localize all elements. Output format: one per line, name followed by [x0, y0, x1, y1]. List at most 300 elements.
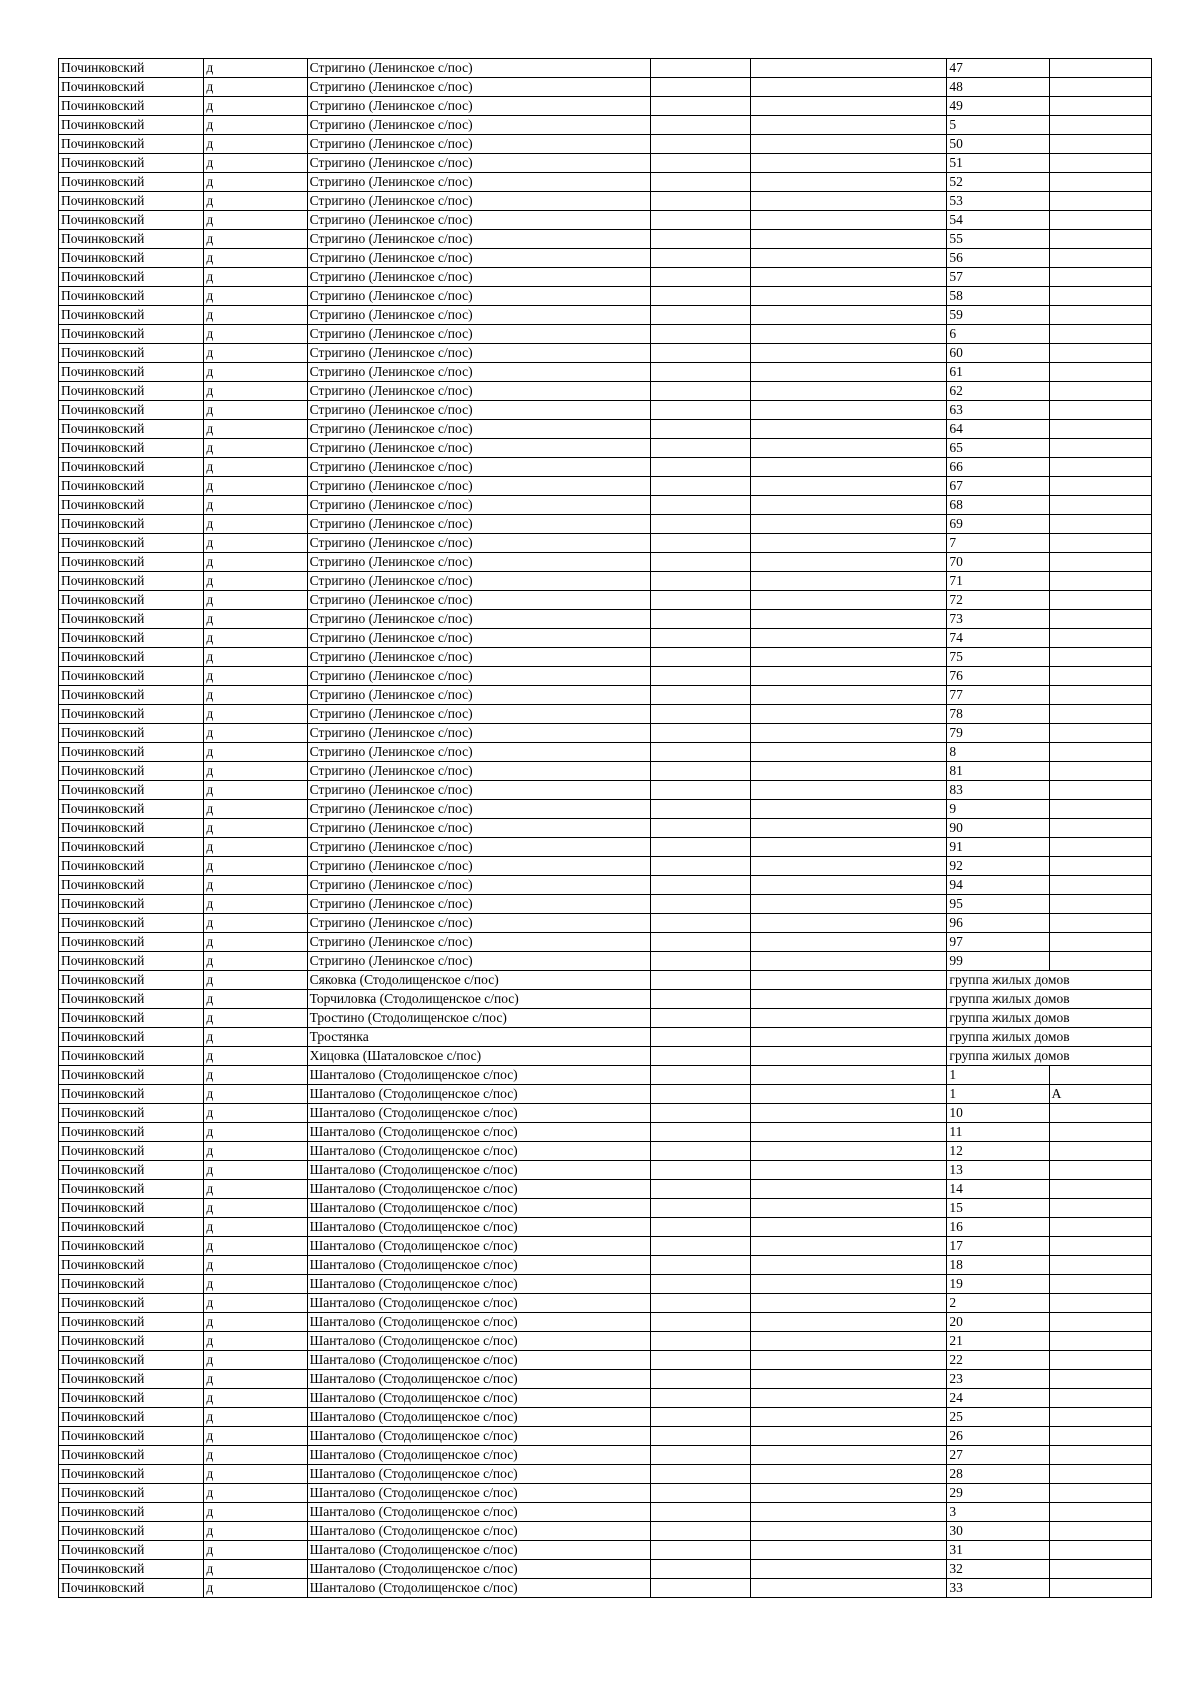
building-suffix-cell [1049, 1370, 1151, 1389]
settlement-type-cell: д [204, 724, 307, 743]
district-cell: Починковский [59, 838, 204, 857]
settlement-type-cell: д [204, 629, 307, 648]
settlement-name-cell: Стригино (Ленинское с/пос) [307, 705, 650, 724]
table-row [59, 173, 1152, 192]
street-cell [650, 952, 750, 971]
settlement-type-cell: д [204, 876, 307, 895]
building-suffix-cell [1049, 553, 1151, 572]
street-name-cell [750, 78, 947, 97]
settlement-name-cell: Стригино (Ленинское с/пос) [307, 268, 650, 287]
street-cell [650, 1009, 750, 1028]
settlement-name-cell: Стригино (Ленинское с/пос) [307, 762, 650, 781]
street-cell [650, 173, 750, 192]
street-cell [650, 515, 750, 534]
settlement-type-cell: д [204, 344, 307, 363]
settlement-type-cell: д [204, 1256, 307, 1275]
table-row [59, 1465, 1152, 1484]
house-number-cell: 92 [947, 857, 1049, 876]
district-cell: Починковский [59, 344, 204, 363]
table-row [59, 762, 1152, 781]
street-name-cell [750, 496, 947, 515]
street-cell [650, 838, 750, 857]
street-name-cell [750, 838, 947, 857]
district-cell: Починковский [59, 1370, 204, 1389]
building-suffix-cell [1049, 1484, 1151, 1503]
district-cell: Починковский [59, 420, 204, 439]
street-name-cell [750, 1522, 947, 1541]
street-cell [650, 629, 750, 648]
settlement-name-cell: Стригино (Ленинское с/пос) [307, 895, 650, 914]
settlement-name-cell: Шанталово (Стодолищенское с/пос) [307, 1104, 650, 1123]
table-row [59, 325, 1152, 344]
table-row [59, 306, 1152, 325]
settlement-type-cell: д [204, 515, 307, 534]
district-cell: Починковский [59, 819, 204, 838]
building-suffix-cell [1049, 572, 1151, 591]
house-number-cell: 96 [947, 914, 1049, 933]
table-row [59, 591, 1152, 610]
settlement-name-cell: Торчиловка (Стодолищенское с/пос) [307, 990, 650, 1009]
settlement-name-cell: Шанталово (Стодолищенское с/пос) [307, 1484, 650, 1503]
table-row [59, 1579, 1152, 1598]
street-name-cell [750, 952, 947, 971]
street-name-cell [750, 97, 947, 116]
house-number-cell: 26 [947, 1427, 1049, 1446]
building-suffix-cell [1049, 192, 1151, 211]
district-cell: Починковский [59, 1180, 204, 1199]
building-suffix-cell [1049, 743, 1151, 762]
district-cell: Починковский [59, 439, 204, 458]
house-number-cell: 30 [947, 1522, 1049, 1541]
settlement-type-cell: д [204, 116, 307, 135]
street-name-cell [750, 553, 947, 572]
building-suffix-cell [1049, 1294, 1151, 1313]
district-cell: Починковский [59, 895, 204, 914]
house-number-cell: 53 [947, 192, 1049, 211]
street-name-cell [750, 1142, 947, 1161]
settlement-name-cell: Стригино (Ленинское с/пос) [307, 173, 650, 192]
table-row [59, 1332, 1152, 1351]
house-number-cell: группа жилых домов [947, 990, 1152, 1009]
settlement-name-cell: Шанталово (Стодолищенское с/пос) [307, 1522, 650, 1541]
street-cell [650, 325, 750, 344]
district-cell: Починковский [59, 629, 204, 648]
table-row [59, 1256, 1152, 1275]
district-cell: Починковский [59, 724, 204, 743]
street-cell [650, 572, 750, 591]
settlement-name-cell: Стригино (Ленинское с/пос) [307, 59, 650, 78]
street-name-cell [750, 629, 947, 648]
table-row [59, 458, 1152, 477]
street-name-cell [750, 1085, 947, 1104]
district-cell: Починковский [59, 1009, 204, 1028]
street-cell [650, 97, 750, 116]
settlement-name-cell: Шанталово (Стодолищенское с/пос) [307, 1560, 650, 1579]
district-cell: Починковский [59, 1465, 204, 1484]
table-row [59, 420, 1152, 439]
street-name-cell [750, 1484, 947, 1503]
table-row [59, 914, 1152, 933]
district-cell: Починковский [59, 1332, 204, 1351]
settlement-type-cell: д [204, 572, 307, 591]
settlement-name-cell: Шанталово (Стодолищенское с/пос) [307, 1085, 650, 1104]
street-name-cell [750, 154, 947, 173]
district-cell: Починковский [59, 78, 204, 97]
building-suffix-cell [1049, 439, 1151, 458]
street-name-cell [750, 895, 947, 914]
settlement-name-cell: Стригино (Ленинское с/пос) [307, 325, 650, 344]
settlement-type-cell: д [204, 1085, 307, 1104]
district-cell: Починковский [59, 401, 204, 420]
settlement-type-cell: д [204, 154, 307, 173]
house-number-cell: 68 [947, 496, 1049, 515]
settlement-name-cell: Стригино (Ленинское с/пос) [307, 249, 650, 268]
settlement-name-cell: Стригино (Ленинское с/пос) [307, 230, 650, 249]
building-suffix-cell [1049, 952, 1151, 971]
building-suffix-cell [1049, 1332, 1151, 1351]
building-suffix-cell [1049, 230, 1151, 249]
street-name-cell [750, 705, 947, 724]
table-row [59, 990, 1152, 1009]
settlement-type-cell: д [204, 705, 307, 724]
settlement-type-cell: д [204, 1522, 307, 1541]
settlement-name-cell: Стригино (Ленинское с/пос) [307, 686, 650, 705]
settlement-type-cell: д [204, 1294, 307, 1313]
street-name-cell [750, 1066, 947, 1085]
street-name-cell [750, 306, 947, 325]
district-cell: Починковский [59, 515, 204, 534]
district-cell: Починковский [59, 591, 204, 610]
house-number-cell: 7 [947, 534, 1049, 553]
street-cell [650, 1218, 750, 1237]
table-row [59, 1427, 1152, 1446]
settlement-type-cell: д [204, 211, 307, 230]
house-number-cell: 29 [947, 1484, 1049, 1503]
street-name-cell [750, 1047, 947, 1066]
building-suffix-cell [1049, 610, 1151, 629]
house-number-cell: 49 [947, 97, 1049, 116]
street-name-cell [750, 648, 947, 667]
house-number-cell: 15 [947, 1199, 1049, 1218]
settlement-type-cell: д [204, 1351, 307, 1370]
district-cell: Починковский [59, 1199, 204, 1218]
street-name-cell [750, 686, 947, 705]
building-suffix-cell [1049, 534, 1151, 553]
settlement-type-cell: д [204, 59, 307, 78]
settlement-name-cell: Шанталово (Стодолищенское с/пос) [307, 1503, 650, 1522]
house-number-cell: 78 [947, 705, 1049, 724]
district-cell: Починковский [59, 990, 204, 1009]
street-cell [650, 876, 750, 895]
building-suffix-cell [1049, 1104, 1151, 1123]
street-name-cell [750, 1104, 947, 1123]
house-number-cell: 97 [947, 933, 1049, 952]
district-cell: Починковский [59, 1028, 204, 1047]
district-cell: Починковский [59, 154, 204, 173]
settlement-name-cell: Стригино (Ленинское с/пос) [307, 610, 650, 629]
house-number-cell: 67 [947, 477, 1049, 496]
street-name-cell [750, 1294, 947, 1313]
street-name-cell [750, 382, 947, 401]
street-cell [650, 1313, 750, 1332]
settlement-name-cell: Стригино (Ленинское с/пос) [307, 534, 650, 553]
house-number-cell: 71 [947, 572, 1049, 591]
street-cell [650, 268, 750, 287]
district-cell: Починковский [59, 553, 204, 572]
street-name-cell [750, 667, 947, 686]
street-name-cell [750, 724, 947, 743]
settlement-type-cell: д [204, 800, 307, 819]
settlement-type-cell: д [204, 1446, 307, 1465]
house-number-cell: 65 [947, 439, 1049, 458]
street-name-cell [750, 420, 947, 439]
house-number-cell: 99 [947, 952, 1049, 971]
district-cell: Починковский [59, 1218, 204, 1237]
settlement-type-cell: д [204, 1028, 307, 1047]
table-row [59, 230, 1152, 249]
settlement-name-cell: Шанталово (Стодолищенское с/пос) [307, 1389, 650, 1408]
settlement-type-cell: д [204, 1503, 307, 1522]
table-row [59, 1503, 1152, 1522]
settlement-name-cell: Сяковка (Стодолищенское с/пос) [307, 971, 650, 990]
house-number-cell: 2 [947, 1294, 1049, 1313]
settlement-name-cell: Шанталово (Стодолищенское с/пос) [307, 1294, 650, 1313]
table-row [59, 1408, 1152, 1427]
street-cell [650, 705, 750, 724]
street-name-cell [750, 1465, 947, 1484]
building-suffix-cell [1049, 1427, 1151, 1446]
settlement-type-cell: д [204, 420, 307, 439]
settlement-name-cell: Шанталово (Стодолищенское с/пос) [307, 1313, 650, 1332]
house-number-cell: 6 [947, 325, 1049, 344]
house-number-cell: 58 [947, 287, 1049, 306]
street-cell [650, 857, 750, 876]
house-number-cell: 22 [947, 1351, 1049, 1370]
house-number-cell: группа жилых домов [947, 1047, 1152, 1066]
house-number-cell: 72 [947, 591, 1049, 610]
settlement-type-cell: д [204, 933, 307, 952]
table-row [59, 1541, 1152, 1560]
district-cell: Починковский [59, 1256, 204, 1275]
street-cell [650, 287, 750, 306]
settlement-name-cell: Шанталово (Стодолищенское с/пос) [307, 1218, 650, 1237]
district-cell: Починковский [59, 1579, 204, 1598]
settlement-type-cell: д [204, 686, 307, 705]
street-name-cell [750, 1389, 947, 1408]
street-cell [650, 591, 750, 610]
house-number-cell: 19 [947, 1275, 1049, 1294]
building-suffix-cell [1049, 1275, 1151, 1294]
settlement-type-cell: д [204, 97, 307, 116]
district-cell: Починковский [59, 705, 204, 724]
building-suffix-cell [1049, 1313, 1151, 1332]
settlement-name-cell: Шанталово (Стодолищенское с/пос) [307, 1199, 650, 1218]
street-name-cell [750, 1313, 947, 1332]
table-row [59, 971, 1152, 990]
table-row [59, 287, 1152, 306]
house-number-cell: 76 [947, 667, 1049, 686]
street-cell [650, 781, 750, 800]
street-cell [650, 401, 750, 420]
street-name-cell [750, 1275, 947, 1294]
settlement-name-cell: Шанталово (Стодолищенское с/пос) [307, 1275, 650, 1294]
settlement-type-cell: д [204, 1332, 307, 1351]
district-cell: Починковский [59, 287, 204, 306]
district-cell: Починковский [59, 1484, 204, 1503]
street-cell [650, 1560, 750, 1579]
street-name-cell [750, 857, 947, 876]
street-name-cell [750, 572, 947, 591]
table-row [59, 1085, 1152, 1104]
street-cell [650, 648, 750, 667]
building-suffix-cell [1049, 1066, 1151, 1085]
street-name-cell [750, 1560, 947, 1579]
table-row [59, 800, 1152, 819]
settlement-name-cell: Стригино (Ленинское с/пос) [307, 857, 650, 876]
street-cell [650, 1275, 750, 1294]
table-row [59, 895, 1152, 914]
settlement-name-cell: Стригино (Ленинское с/пос) [307, 933, 650, 952]
house-number-cell: 95 [947, 895, 1049, 914]
house-number-cell: 16 [947, 1218, 1049, 1237]
settlement-type-cell: д [204, 1104, 307, 1123]
table-row [59, 705, 1152, 724]
settlement-name-cell: Стригино (Ленинское с/пос) [307, 401, 650, 420]
street-cell [650, 154, 750, 173]
settlement-name-cell: Стригино (Ленинское с/пос) [307, 287, 650, 306]
house-number-cell: 64 [947, 420, 1049, 439]
district-cell: Починковский [59, 648, 204, 667]
street-cell [650, 1104, 750, 1123]
district-cell: Починковский [59, 1294, 204, 1313]
table-row [59, 1142, 1152, 1161]
street-cell [650, 211, 750, 230]
street-name-cell [750, 230, 947, 249]
building-suffix-cell [1049, 1142, 1151, 1161]
table-row [59, 667, 1152, 686]
street-cell [650, 1332, 750, 1351]
table-row [59, 1389, 1152, 1408]
house-number-cell: 60 [947, 344, 1049, 363]
district-cell: Починковский [59, 1503, 204, 1522]
building-suffix-cell [1049, 1465, 1151, 1484]
table-row [59, 1237, 1152, 1256]
settlement-name-cell: Стригино (Ленинское с/пос) [307, 116, 650, 135]
table-row [59, 1123, 1152, 1142]
street-cell [650, 439, 750, 458]
house-number-cell: 31 [947, 1541, 1049, 1560]
district-cell: Починковский [59, 1351, 204, 1370]
table-row [59, 819, 1152, 838]
table-row [59, 116, 1152, 135]
settlement-type-cell: д [204, 857, 307, 876]
table-row [59, 534, 1152, 553]
table-row [59, 1161, 1152, 1180]
settlement-type-cell: д [204, 895, 307, 914]
street-cell [650, 1199, 750, 1218]
district-cell: Починковский [59, 458, 204, 477]
street-cell [650, 249, 750, 268]
table-row [59, 515, 1152, 534]
settlement-type-cell: д [204, 1275, 307, 1294]
district-cell: Починковский [59, 1389, 204, 1408]
street-cell [650, 1446, 750, 1465]
building-suffix-cell [1049, 800, 1151, 819]
street-name-cell [750, 1237, 947, 1256]
table-row [59, 1484, 1152, 1503]
table-row [59, 97, 1152, 116]
house-number-cell: 5 [947, 116, 1049, 135]
building-suffix-cell [1049, 1161, 1151, 1180]
table-row [59, 135, 1152, 154]
district-cell: Починковский [59, 325, 204, 344]
street-cell [650, 1522, 750, 1541]
table-row [59, 1066, 1152, 1085]
settlement-name-cell: Стригино (Ленинское с/пос) [307, 211, 650, 230]
house-number-cell: 75 [947, 648, 1049, 667]
building-suffix-cell [1049, 211, 1151, 230]
district-cell: Починковский [59, 382, 204, 401]
street-name-cell [750, 192, 947, 211]
settlement-type-cell: д [204, 135, 307, 154]
district-cell: Починковский [59, 857, 204, 876]
building-suffix-cell [1049, 325, 1151, 344]
house-number-cell: 79 [947, 724, 1049, 743]
settlement-name-cell: Стригино (Ленинское с/пос) [307, 192, 650, 211]
house-number-cell: 13 [947, 1161, 1049, 1180]
house-number-cell: группа жилых домов [947, 1028, 1152, 1047]
street-name-cell [750, 876, 947, 895]
building-suffix-cell [1049, 1180, 1151, 1199]
street-name-cell [750, 1427, 947, 1446]
building-suffix-cell [1049, 819, 1151, 838]
settlement-type-cell: д [204, 1484, 307, 1503]
district-cell: Починковский [59, 173, 204, 192]
table-row [59, 1294, 1152, 1313]
settlement-name-cell: Шанталово (Стодолищенское с/пос) [307, 1370, 650, 1389]
district-cell: Починковский [59, 1161, 204, 1180]
building-suffix-cell [1049, 249, 1151, 268]
district-cell: Починковский [59, 781, 204, 800]
street-name-cell [750, 59, 947, 78]
street-cell [650, 1123, 750, 1142]
building-suffix-cell [1049, 59, 1151, 78]
settlement-type-cell: д [204, 667, 307, 686]
street-cell [650, 1028, 750, 1047]
settlement-type-cell: д [204, 439, 307, 458]
street-name-cell [750, 1579, 947, 1598]
district-cell: Починковский [59, 1085, 204, 1104]
building-suffix-cell [1049, 1389, 1151, 1408]
district-cell: Починковский [59, 1275, 204, 1294]
house-number-cell: 47 [947, 59, 1049, 78]
street-name-cell [750, 1503, 947, 1522]
settlement-type-cell: д [204, 1142, 307, 1161]
house-number-cell: 61 [947, 363, 1049, 382]
table-row [59, 781, 1152, 800]
house-number-cell: 25 [947, 1408, 1049, 1427]
table-row [59, 344, 1152, 363]
street-cell [650, 1351, 750, 1370]
settlement-name-cell: Стригино (Ленинское с/пос) [307, 420, 650, 439]
street-cell [650, 933, 750, 952]
district-cell: Починковский [59, 1408, 204, 1427]
settlement-type-cell: д [204, 990, 307, 1009]
street-cell [650, 496, 750, 515]
district-cell: Починковский [59, 363, 204, 382]
settlement-name-cell: Стригино (Ленинское с/пос) [307, 800, 650, 819]
street-cell [650, 344, 750, 363]
